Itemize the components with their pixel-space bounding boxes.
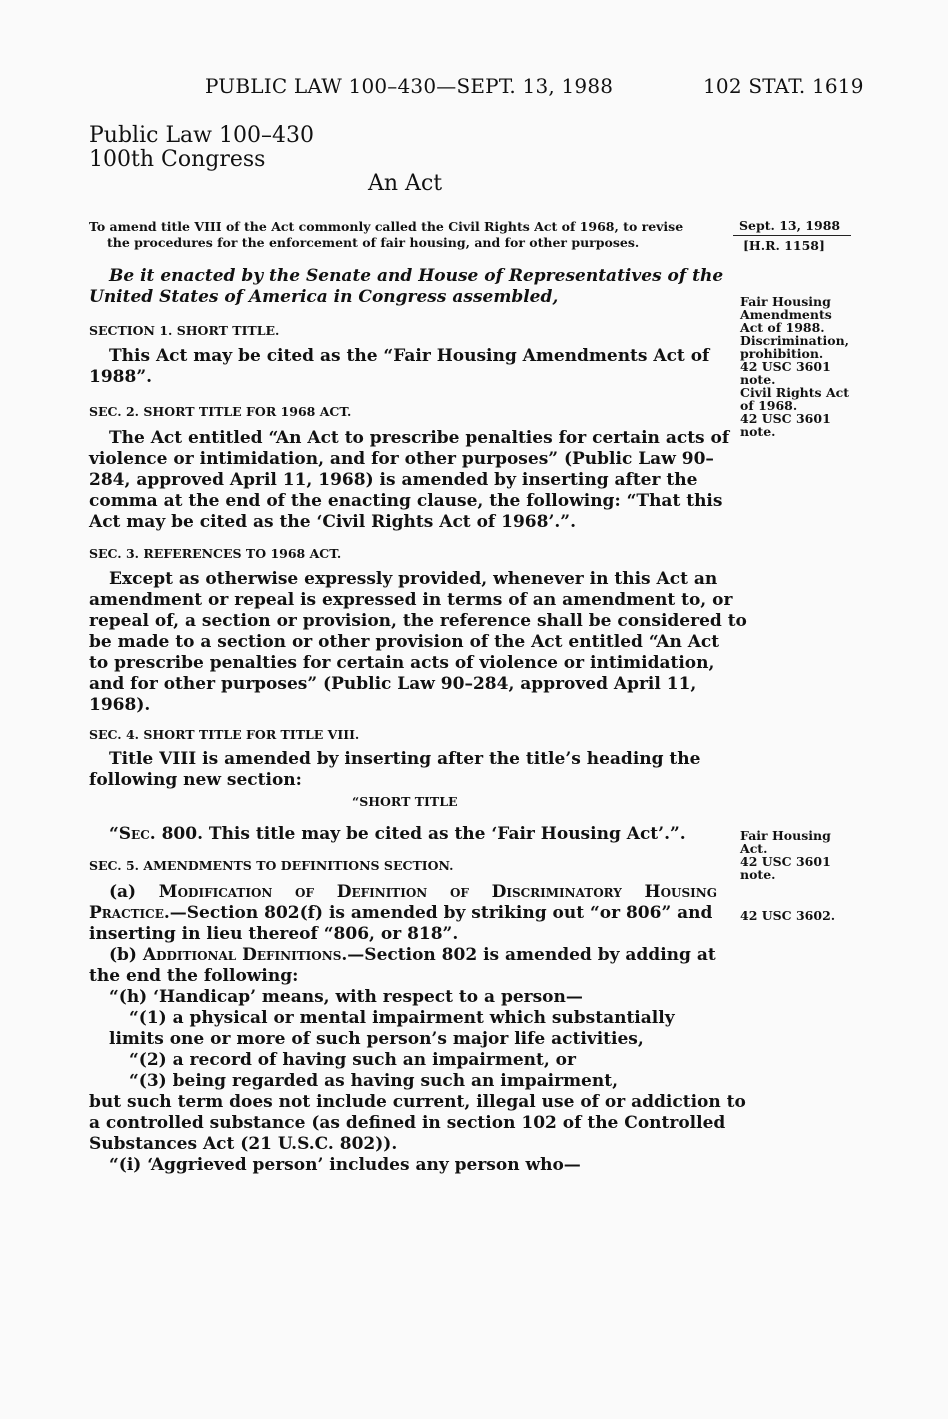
- subsection-a-prefix: (a): [109, 882, 159, 902]
- section-3-line-3: repeal of, a section or provision, the reference shall be considered to: [89, 611, 747, 631]
- section-3-line-7: 1968).: [89, 695, 151, 715]
- section-3-line-5: to prescribe penalties for certain acts of violence or intimidation,: [89, 653, 715, 673]
- subsection-b-prefix: (b): [109, 945, 143, 965]
- definition-h: “(h) ‘Handicap’ means, with respect to a person—: [109, 987, 583, 1007]
- public-law-number: Public Law 100–430: [89, 123, 314, 148]
- section-800-quote: “: [109, 824, 119, 844]
- congress-number: 100th Congress: [89, 147, 266, 172]
- margin-note: 42 USC 3601: [740, 854, 831, 869]
- margin-note: Amendments: [740, 307, 832, 322]
- purpose-text: [89, 219, 717, 251]
- margin-note: Civil Rights Act: [740, 385, 850, 400]
- enacting-line-1: Be it enacted by the Senate and House of Representatives of the: [109, 266, 724, 286]
- definition-h3: “(3) being regarded as having such an impairment,: [129, 1071, 619, 1091]
- margin-note: Act of 1988.: [740, 320, 825, 335]
- margin-note: note.: [740, 867, 776, 882]
- purpose-line-2: the procedures for the enforcement of fair housing, and for other purposes.: [107, 235, 640, 250]
- section-3-line-4: be made to a section or other provision of the Act entitled “An Act: [89, 632, 720, 652]
- section-4-line-1: Title VIII is amended by inserting after the title’s heading the: [109, 749, 701, 769]
- margin-note: Act.: [740, 841, 768, 856]
- margin-bill: [H.R. 1158]: [743, 238, 825, 253]
- margin-note: note.: [740, 424, 776, 439]
- section-2-line-1: The Act entitled “An Act to prescribe penalties for certain acts of: [109, 428, 730, 448]
- margin-notes-1: [740, 295, 849, 438]
- margin-note-3: 42 USC 3602.: [740, 908, 836, 923]
- short-title-heading: “SHORT TITLE: [352, 794, 458, 809]
- margin-note: Fair Housing: [740, 294, 831, 309]
- section-2-line-3: 284, approved April 11, 1968) is amended by inserting after the: [89, 470, 698, 490]
- subsection-a-rest: .—Section 802(f) is amended by striking out “or 806” and: [163, 903, 713, 923]
- definition-tail-line-2: a controlled substance (as defined in section 102 of the Controlled: [89, 1113, 726, 1133]
- margin-note: of 1968.: [740, 398, 798, 413]
- margin-note: Fair Housing: [740, 828, 831, 843]
- section-2-line-4: comma at the end of the enacting clause, the following: “That this: [89, 491, 723, 511]
- enacting-line-2: United States of America in Congress assembled,: [89, 287, 559, 307]
- section-2-heading: SEC. 2. SHORT TITLE FOR 1968 ACT.: [89, 404, 352, 419]
- section-2-line-2: violence or intimidation, and for other purposes” (Public Law 90–: [89, 449, 714, 469]
- subsection-a-caption-2: Practice: [89, 903, 164, 923]
- section-5-heading: SEC. 5. AMENDMENTS TO DEFINITIONS SECTION.: [89, 858, 454, 873]
- section-4-line-2: following new section:: [89, 770, 302, 790]
- margin-note: 42 USC 3601: [740, 359, 831, 374]
- margin-date: Sept. 13, 1988: [739, 218, 841, 233]
- act-title: An Act: [368, 171, 443, 196]
- section-2-line-5: Act may be cited as the ‘Civil Rights Act of 1968’.”.: [89, 512, 576, 532]
- subsection-b-line-1: [109, 945, 716, 966]
- section-3-line-1: Except as otherwise expressly provided, whenever in this Act an: [109, 569, 718, 589]
- subsection-b-rest: .—Section 802 is amended by adding at: [341, 945, 716, 965]
- definition-tail-line-3: Substances Act (21 U.S.C. 802)).: [89, 1134, 398, 1154]
- margin-note: prohibition.: [740, 346, 824, 361]
- purpose-line-1: To amend title VIII of the Act commonly called the Civil Rights Act of 1968, to revise: [89, 219, 684, 234]
- section-800-rest: . 800. This title may be cited as the ‘Fair Housing Act’.”.: [149, 824, 686, 844]
- section-800-sec: Sec: [118, 824, 150, 844]
- subsection-b-caption: Additional Definitions: [142, 945, 342, 965]
- section-3-line-2: amendment or repeal is expressed in terms of an amendment to, or: [89, 590, 733, 610]
- section-3-heading: SEC. 3. REFERENCES TO 1968 ACT.: [89, 546, 342, 561]
- definition-tail-line-1: but such term does not include current, illegal use of or addiction to: [89, 1092, 746, 1112]
- section-3-line-6: and for other purposes” (Public Law 90–284, approved April 11,: [89, 674, 697, 694]
- subsection-a-line-1: [89, 882, 717, 903]
- margin-notes-2: [740, 829, 831, 881]
- margin-rule: [733, 235, 851, 236]
- section-800-line: [109, 824, 686, 845]
- margin-note: Discrimination,: [740, 333, 850, 348]
- section-1-heading: SECTION 1. SHORT TITLE.: [89, 323, 280, 338]
- running-header-title: PUBLIC LAW 100–430—SEPT. 13, 1988: [205, 74, 614, 98]
- margin-note: 42 USC 3601: [740, 411, 831, 426]
- definition-i: “(i) ‘Aggrieved person’ includes any person who—: [109, 1155, 581, 1175]
- definition-h1-line-2: limits one or more of such person’s major life activities,: [109, 1029, 644, 1049]
- subsection-a-caption: Modification of Definition of Discriminatory Housing: [158, 882, 717, 902]
- margin-note: note.: [740, 372, 776, 387]
- subsection-a-line-2: [89, 903, 712, 924]
- definition-h2: “(2) a record of having such an impairment, or: [129, 1050, 576, 1070]
- subsection-b-line-2: the end the following:: [89, 966, 299, 986]
- section-1-line-1: This Act may be cited as the “Fair Housing Amendments Act of: [109, 346, 710, 366]
- section-4-heading: SEC. 4. SHORT TITLE FOR TITLE VIII.: [89, 727, 360, 742]
- subsection-a-line-3: inserting in lieu thereof “806, or 818”.: [89, 924, 459, 944]
- section-1-line-2: 1988”.: [89, 367, 153, 387]
- definition-h1-line-1: “(1) a physical or mental impairment which substantially: [129, 1008, 675, 1028]
- stat-page: 102 STAT. 1619: [703, 74, 864, 98]
